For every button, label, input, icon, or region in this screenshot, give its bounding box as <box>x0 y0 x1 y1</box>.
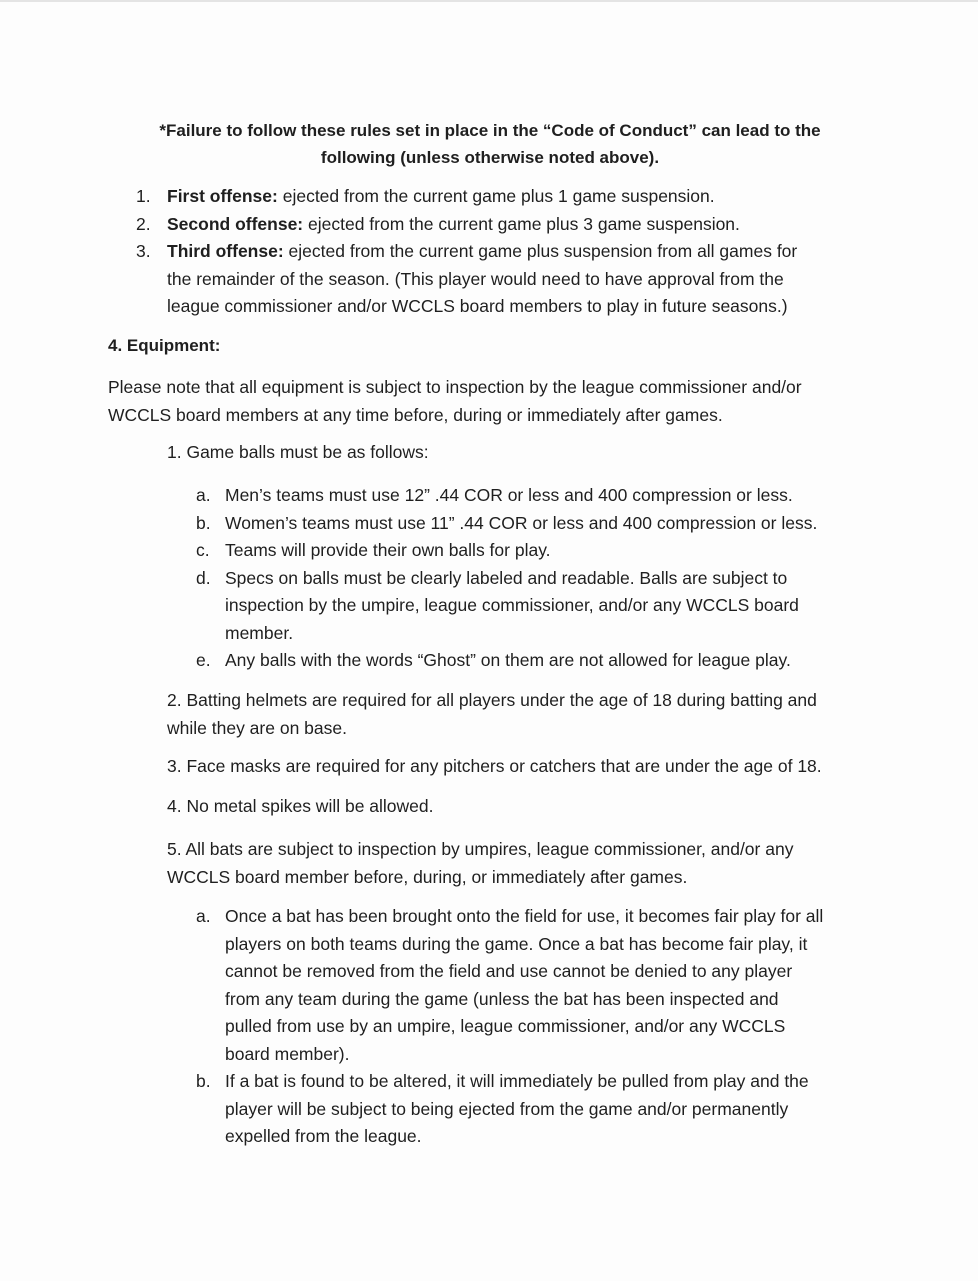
list-letter: a. <box>196 485 211 505</box>
list-item-line: board member). <box>225 1043 350 1064</box>
intro-line: Please note that all equipment is subject to inspection by the league commissioner and/or <box>108 377 802 397</box>
page-top-border <box>0 0 978 2</box>
offense-label: Third offense: <box>167 241 284 261</box>
ball-rule-item <box>196 647 876 675</box>
list-item-line: Men’s teams must use 12” .44 COR or less and 400 compression or less. <box>225 485 793 505</box>
list-number: 3. <box>136 241 151 261</box>
list-item-line: players on both teams during the game. Once a bat has become fair play, it <box>225 933 808 954</box>
offense-text: ejected from the current game plus 1 game suspension. <box>277 186 715 206</box>
list-letter: d. <box>196 567 211 588</box>
rule-line: 5. All bats are subject to inspection by umpires, league commissioner, and/or any <box>167 839 794 859</box>
list-item-line: Women’s teams must use 11” .44 COR or less and 400 compression or less. <box>225 512 818 533</box>
list-item-line: Once a bat has been brought onto the field for use, it becomes fair play for all <box>225 906 824 926</box>
bat-rule-item <box>196 1068 876 1151</box>
failure-notice <box>110 117 870 171</box>
game-balls-list <box>196 482 876 675</box>
batting-helmets-rule <box>167 687 867 742</box>
notice-line-2: following (unless otherwise noted above). <box>320 148 660 167</box>
list-item-line: from any team during the game (unless the bat has been inspected and <box>225 988 779 1009</box>
ball-rule-item <box>196 510 876 538</box>
offense-item-2 <box>136 211 856 239</box>
intro-line: WCCLS board members at any time before, during or immediately after games. <box>108 404 723 425</box>
bats-list <box>196 903 876 1151</box>
ball-rule-item <box>196 537 876 565</box>
list-item-line: inspection by the umpire, league commissioner, and/or any WCCLS board <box>225 595 799 615</box>
offense-label: First offense: <box>167 186 278 206</box>
metal-spikes-rule: 4. No metal spikes will be allowed. <box>167 796 434 816</box>
offense-item-1 <box>136 183 856 211</box>
rule-line: WCCLS board member before, during, or immediately after games. <box>167 866 688 887</box>
list-number: 2. <box>136 213 151 234</box>
list-item-line: cannot be removed from the field and use cannot be denied to any player <box>225 961 793 981</box>
list-item-line: member. <box>225 622 294 643</box>
list-letter: b. <box>196 512 211 533</box>
offense-text-continued: the remainder of the season. (This player would need to have approval from the <box>167 268 784 289</box>
list-item-line: player will be subject to being ejected from the game and/or permanently <box>225 1098 789 1119</box>
ball-rule-item <box>196 482 876 510</box>
offense-text: ejected from the current game plus 3 game suspension. <box>303 213 740 234</box>
section-title: 4. Equipment: <box>108 336 221 355</box>
list-item-line: Any balls with the words “Ghost” on them are not allowed for league play. <box>225 650 791 670</box>
list-number: 1. <box>136 186 151 206</box>
list-item-line: pulled from use by an umpire, league commissioner, and/or any WCCLS <box>225 1016 786 1036</box>
ball-rule-item <box>196 565 876 648</box>
offense-list <box>136 183 856 321</box>
list-letter: c. <box>196 540 210 560</box>
offense-text: ejected from the current game plus suspension from all games for <box>283 241 798 261</box>
section-intro <box>108 374 878 429</box>
list-letter: b. <box>196 1071 211 1091</box>
game-balls-heading: 1. Game balls must be as follows: <box>167 442 429 462</box>
list-letter: e. <box>196 650 211 670</box>
rule-line: 2. Batting helmets are required for all players under the age of 18 during batting and <box>167 690 817 710</box>
offense-item-3 <box>136 238 856 321</box>
face-masks-rule: 3. Face masks are required for any pitchers or catchers that are under the age of 18. <box>167 756 822 776</box>
offense-text-continued: league commissioner and/or WCCLS board members to play in future seasons.) <box>167 296 788 316</box>
list-letter: a. <box>196 906 211 926</box>
notice-line-1: *Failure to follow these rules set in place in the “Code of Conduct” can lead to the <box>159 121 821 140</box>
bat-rule-item <box>196 903 876 1068</box>
list-item-line: If a bat is found to be altered, it will immediately be pulled from play and the <box>225 1071 809 1091</box>
bats-inspection-rule <box>167 836 867 891</box>
rule-line: while they are on base. <box>167 717 347 738</box>
list-item-line: Teams will provide their own balls for play. <box>225 540 551 560</box>
list-item-line: Specs on balls must be clearly labeled and readable. Balls are subject to <box>225 567 788 588</box>
offense-label: Second offense: <box>167 213 304 234</box>
list-item-line: expelled from the league. <box>225 1126 422 1146</box>
